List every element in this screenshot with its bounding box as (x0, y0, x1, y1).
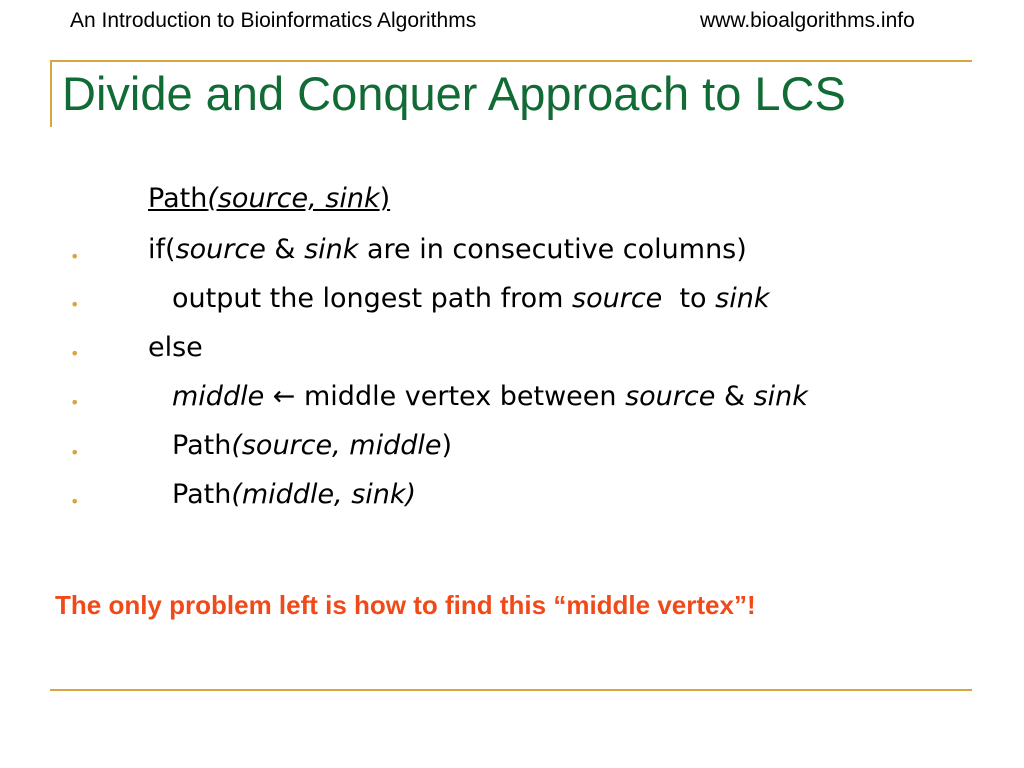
code-line-middle-assign: middle ← middle vertex between source & sink (172, 381, 808, 412)
code-line-path-middle-sink: Path(middle, sink) (172, 479, 417, 510)
code-line-else (148, 332, 203, 363)
middle-vertex-note: The only problem left is how to find this “middle vertex”! (55, 590, 756, 620)
bullet-icon: • (70, 295, 80, 314)
bullet-icon: • (70, 344, 80, 363)
bullet-icon: • (70, 443, 80, 462)
else-keyword: else (148, 332, 203, 363)
code-line-if: if(source & sink are in consecutive columns) (148, 234, 747, 265)
title-divider-vertical (50, 60, 52, 127)
course-title: An Introduction to Bioinformatics Algorithms (70, 9, 477, 32)
code-line-output: output the longest path from source to sink (172, 283, 770, 314)
slide-title: Divide and Conquer Approach to LCS (62, 67, 846, 120)
title-divider-horizontal (50, 60, 972, 62)
bullet-icon: • (70, 492, 80, 511)
code-line-path-source-middle: Path(source, middle) (172, 430, 453, 461)
footer-divider (50, 689, 972, 691)
website-url: www.bioalgorithms.info (700, 9, 915, 32)
if-keyword: if (148, 234, 166, 265)
left-arrow-icon: ← (264, 381, 304, 412)
code-line-path-source-sink (148, 183, 390, 214)
bullet-icon: • (70, 247, 80, 266)
bullet-icon: • (70, 393, 80, 412)
path-keyword: Path(source, sink) (148, 183, 391, 214)
